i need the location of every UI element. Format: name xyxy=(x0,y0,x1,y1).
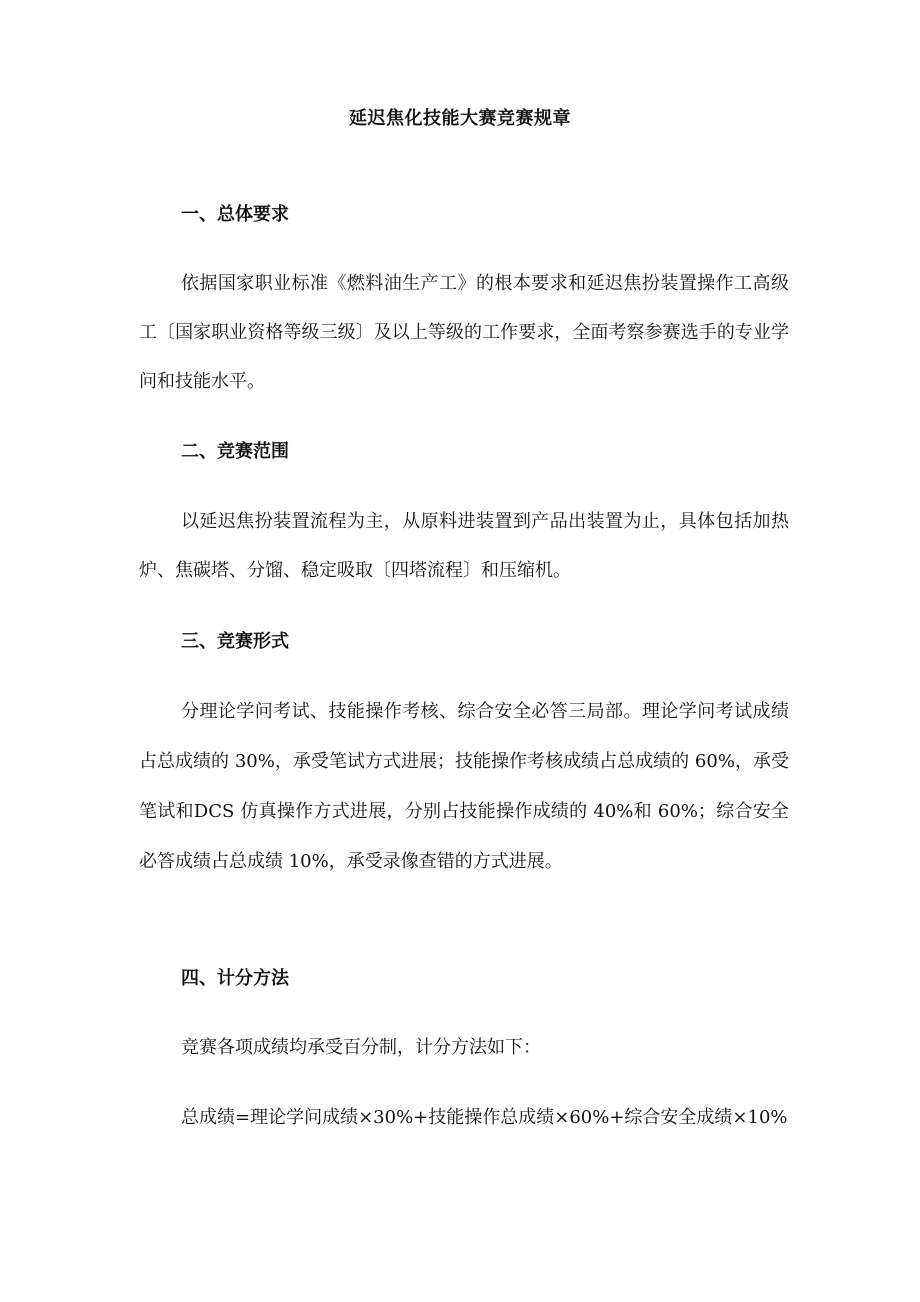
section-paragraph-general-requirements: 依据国家职业标准《燃料油生产工》的根本要求和延迟焦扮装置操作工高级工〔国家职业资格等级三级〕及以上等级的工作要求，全面考察参赛选手的专业学问和技能水平。 xyxy=(139,273,789,392)
section-heading-scoring-method: 四、计分方法 xyxy=(181,968,289,989)
section-paragraph-scoring-intro: 竞赛各项成绩均承受百分制，计分方法如下： xyxy=(181,1037,541,1058)
section-paragraph-scoring-formula: 总成绩=理论学问成绩×30%+技能操作总成绩×60%+综合安全成绩×10% xyxy=(181,1107,788,1128)
document-title: 延迟焦化技能大赛竞赛规章 xyxy=(349,108,571,129)
section-paragraph-competition-scope: 以延迟焦扮装置流程为主，从原料进装置到产品出装置为止，具体包括加热炉、焦碳塔、分馏、稳定吸取〔四塔流程〕和压缩机。 xyxy=(139,511,789,581)
section-paragraph-competition-format: 分理论学问考试、技能操作考核、综合安全必答三局部。理论学问考试成绩占总成绩的 30%，承受笔试方式进展；技能操作考核成绩占总成绩的 60%，承受笔试和DCS 仿真操作方式进展，分别占技能操作成绩的 40%和 60%；综合安全必答成绩占总成绩 10%，承受录像查错的方式进展。 xyxy=(139,701,789,872)
section-heading-competition-format: 三、竞赛形式 xyxy=(181,631,289,652)
section-heading-general-requirements: 一、总体要求 xyxy=(181,204,289,225)
section-heading-competition-scope: 二、竞赛范围 xyxy=(181,441,289,462)
